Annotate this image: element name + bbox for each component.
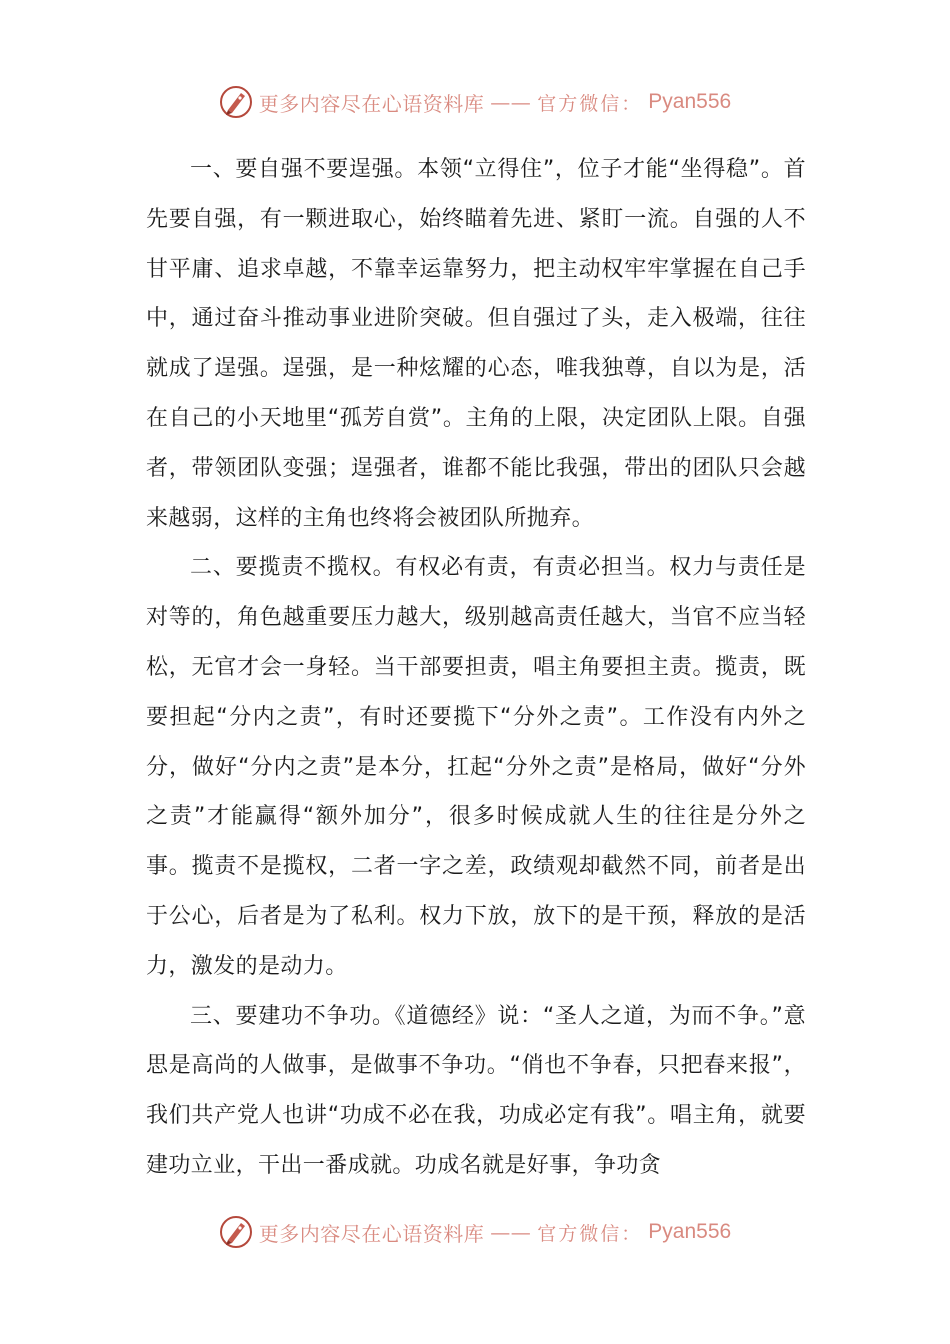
pen-nib-logo-icon xyxy=(219,1215,253,1249)
banner-separator: —— xyxy=(490,1220,532,1244)
footer-banner xyxy=(0,1210,950,1254)
paragraph-3: 三、要建功不争功。《道德经》说：“圣人之道，为而不争。”意思是高尚的人做事，是做事不争功。“俏也不争春，只把春来报”，我们共产党人也讲“功成不必在我，功成必定有我”。唱主角，就要建功立业，干出一番成就。功成名就是好事，争功贪 xyxy=(146,1003,806,1178)
header-banner xyxy=(0,80,950,124)
banner-wechat-label: 官方微信： xyxy=(537,1222,643,1245)
paragraph-2: 二、要揽责不揽权。有权必有责，有责必担当。权力与责任是对等的，角色越重要压力越大，级别越高责任越大，当官不应当轻松，无官才会一身轻。当干部要担责，唱主角要担主责。揽责，既要担起“分内之责”，有时还要揽下“分外之责”。工作没有内外之分，做好“分内之责”是本分，扛起“分外之责”是格局，做好“分外之责”才能赢得“额外加分”，很多时候成就人生的往往是分外之事。揽责不是揽权，二者一字之差，政绩观却截然不同，前者是出于公心，后者是为了私利。权力下放，放下的是干预，释放的是活力，激发的是动力。 xyxy=(146,555,806,979)
banner-separator: —— xyxy=(490,90,532,114)
banner-slogan: 更多内容尽在心语资料库 xyxy=(258,1221,485,1246)
pen-nib-logo-icon xyxy=(219,85,253,119)
paragraph-1: 一、要自强不要逞强。本领“立得住”，位子才能“坐得稳”。首先要自强，有一颗进取心，始终瞄着先进、紧盯一流。自强的人不甘平庸、追求卓越，不靠幸运靠努力，把主动权牢牢掌握在自己手中，通过奋斗推动事业进阶突破。但自强过了头，走入极端，往往就成了逞强。逞强，是一种炫耀的心态，唯我独尊，自以为是，活在自己的小天地里“孤芳自赏”。主角的上限，决定团队上限。自强者，带领团队变强；逞强者，谁都不能比我强，带出的团队只会越来越弱，这样的主角也终将会被团队所抛弃。 xyxy=(146,157,806,531)
banner-wechat-id: Pyan556 xyxy=(648,1220,732,1243)
banner-wechat-id: Pyan556 xyxy=(648,90,732,113)
banner-wechat-label: 官方微信： xyxy=(537,92,643,115)
banner-slogan: 更多内容尽在心语资料库 xyxy=(258,91,485,116)
document-body xyxy=(146,145,806,1191)
